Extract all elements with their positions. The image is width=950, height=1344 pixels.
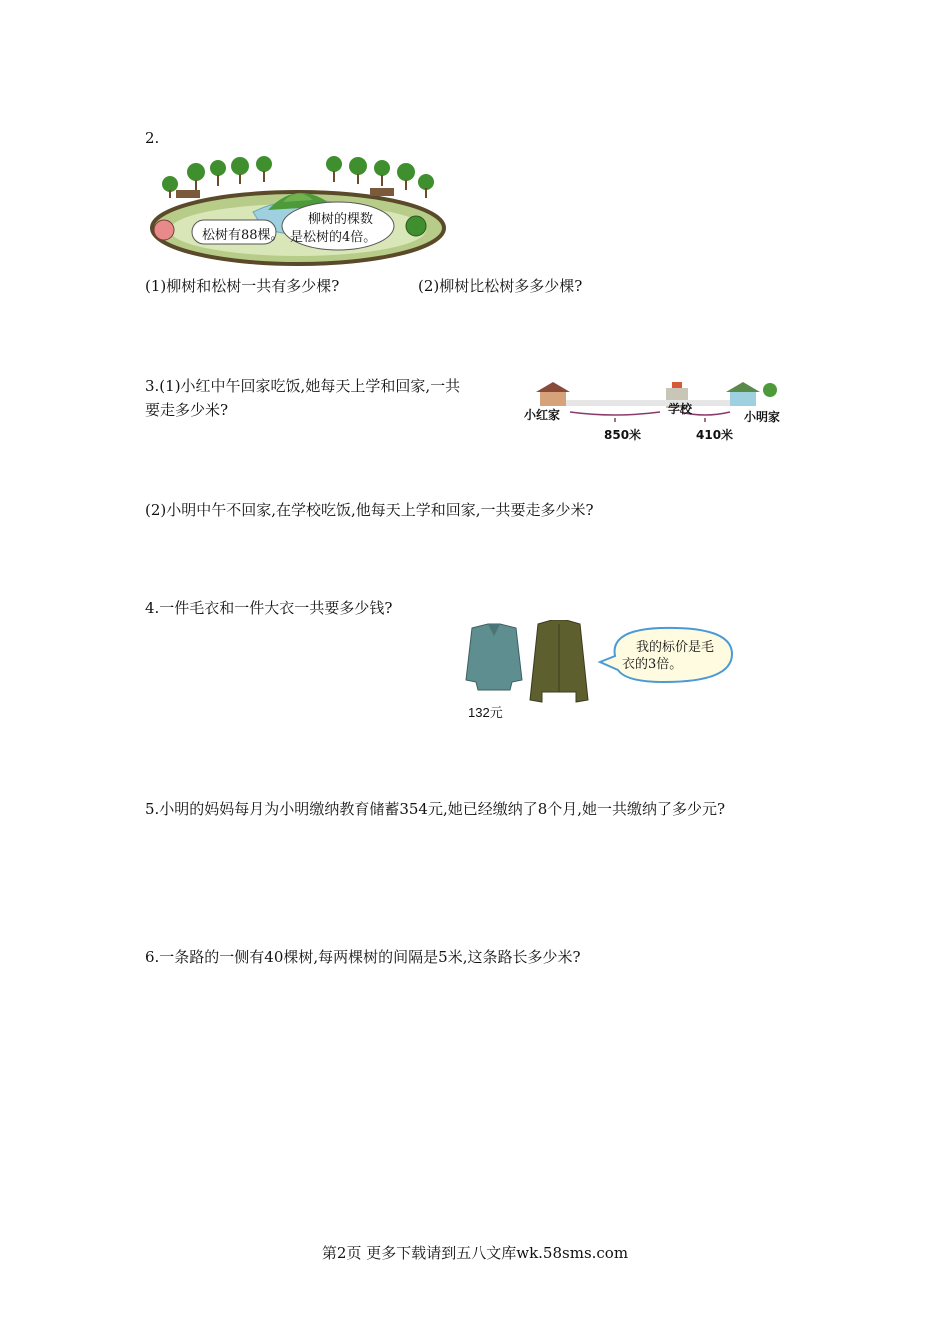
coat-bubble-line2: 衣的3倍。 (622, 657, 683, 672)
clothing-illustration (450, 620, 740, 725)
page-footer: 第2页 更多下载请到五八文库wk.58sms.com (321, 1244, 629, 1262)
park-illustration (148, 150, 448, 270)
question-2-number: 2. (145, 129, 160, 147)
question-3-part-1-line1: 3.(1)小红中午回家吃饭,她每天上学和回家,一共 (145, 377, 461, 395)
pine-bubble-text: 松树有88棵。 (202, 228, 284, 243)
coat-bubble-line1: 我的标价是毛 (636, 640, 715, 655)
willow-bubble-line2: 是松树的4倍。 (290, 230, 377, 245)
sweater-price: 132元 (468, 705, 503, 720)
question-2-part-2: (2)柳树比松树多多少棵? (418, 277, 583, 295)
question-6-text: 6.一条路的一侧有40棵树,每两棵树的间隔是5米,这条路长多少米? (145, 948, 581, 966)
label-school: 学校 (668, 402, 693, 416)
willow-bubble-line1: 柳树的棵数 (308, 212, 374, 227)
question-3-part-1-line2: 要走多少米? (145, 401, 229, 419)
label-distance-410: 410米 (696, 428, 734, 442)
label-xiaohong-home: 小红家 (524, 408, 561, 422)
park-drawing (148, 150, 448, 270)
question-3-part-2: (2)小明中午不回家,在学校吃饭,他每天上学和回家,一共要走多少米? (145, 501, 594, 519)
question-5-text: 5.小明的妈妈每月为小明缴纳教育储蓄354元,她已经缴纳了8个月,她一共缴纳了多少元? (145, 800, 726, 818)
label-xiaoming-home: 小明家 (744, 410, 781, 424)
route-diagram (520, 378, 785, 448)
question-2-part-1: (1)柳树和松树一共有多少棵? (145, 277, 340, 295)
question-4-text: 4.一件毛衣和一件大衣一共要多少钱? (145, 599, 393, 617)
label-distance-850: 850米 (604, 428, 642, 442)
